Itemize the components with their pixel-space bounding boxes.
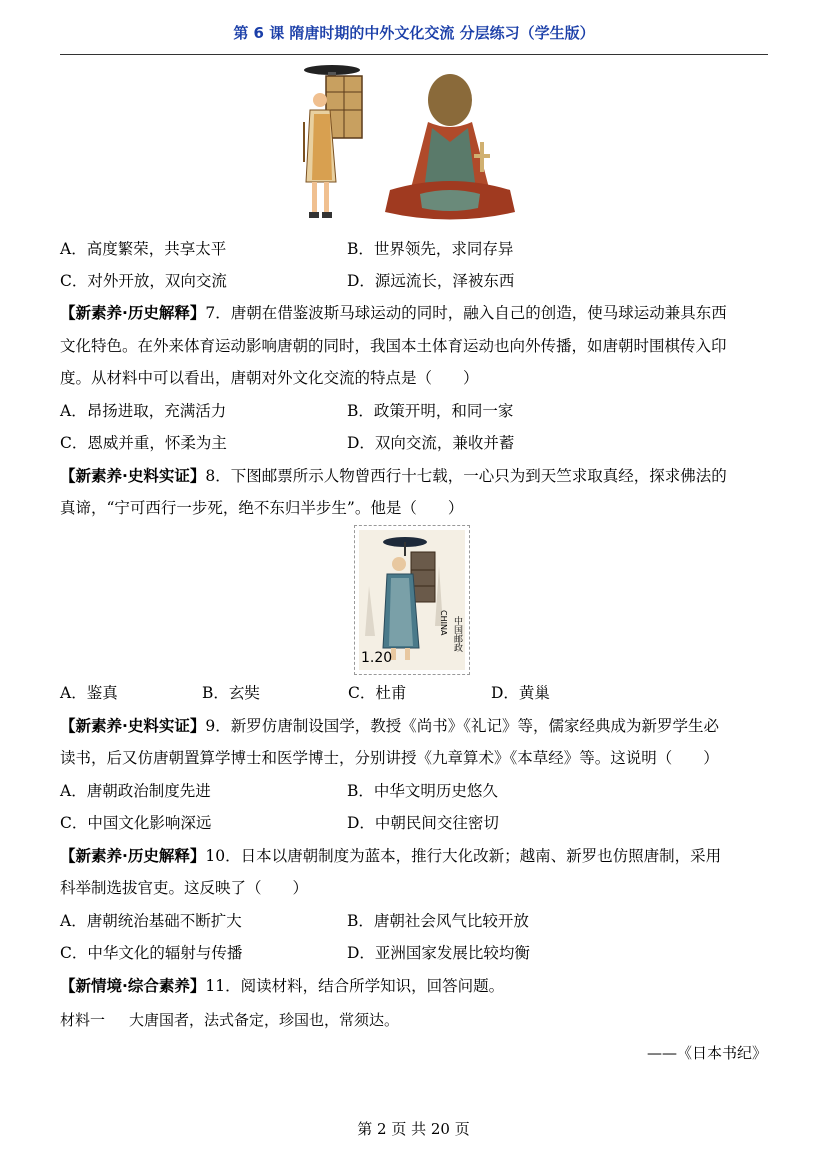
q6-option-b: B．世界领先，求同存异: [347, 240, 514, 258]
q11-stem-line1: [60, 976, 504, 996]
q9-text1: 9．新罗仿唐制设国学，教授《尚书》《礼记》等，儒家经典成为新罗学生必: [205, 717, 720, 735]
q8-option-d: D．黄巢: [491, 684, 550, 702]
monk-illustration: [300, 62, 530, 228]
q10-tag: 【新素养·历史解释】: [60, 847, 206, 865]
q8-option-c: C．杜甫: [348, 684, 407, 702]
q7-stem-line3: 度。从材料中可以看出，唐朝对外文化交流的特点是（ ）: [60, 369, 479, 387]
q7-option-d: D．双向交流，兼收并蓄: [347, 434, 515, 452]
q10-option-b: B．唐朝社会风气比较开放: [347, 912, 529, 930]
q11-text1: 11．阅读材料，结合所学知识，回答问题。: [205, 977, 505, 995]
q8-stem-line2: 真谛，“宁可西行一步死，绝不东归半步生”。他是（ ）: [60, 499, 464, 517]
stamp-china: CHINA: [439, 610, 448, 636]
stamp-country: 中国邮政: [452, 616, 462, 652]
page-footer: 第 2 页 共 20 页: [357, 1120, 470, 1138]
q6-option-d: D．源远流长，泽被东西: [347, 272, 515, 290]
q10-option-c: C．中华文化的辐射与传播: [60, 944, 243, 962]
xuanzang-stamp: [354, 525, 470, 675]
q7-option-b: B．政策开明，和同一家: [347, 402, 514, 420]
q10-option-d: D．亚洲国家发展比较均衡: [347, 944, 530, 962]
material-label: 材料一: [60, 1011, 106, 1029]
q7-option-a: A．昂扬进取，充满活力: [60, 402, 227, 420]
page-header: 第 6 课 隋唐时期的中外文化交流 分层练习（学生版）: [233, 24, 595, 42]
q8-tag: 【新素养·史料实证】: [60, 467, 206, 485]
q7-stem-line1: [60, 303, 727, 323]
q7-tag: 【新素养·历史解释】: [60, 304, 206, 322]
traveling-monk-figure: [304, 65, 362, 218]
q9-stem-line2: 读书，后又仿唐朝置算学博士和医学博士，分别讲授《九章算术》《本草经》等。这说明（ ）: [60, 749, 719, 767]
q8-option-b: B．玄奘: [202, 684, 260, 702]
q10-option-a: A．唐朝统治基础不断扩大: [60, 912, 242, 930]
material-source: ——《日本书纪》: [646, 1044, 767, 1062]
q8-stem-line1: [60, 466, 727, 486]
q9-tag: 【新素养·史料实证】: [60, 717, 206, 735]
q10-stem-line1: [60, 846, 721, 866]
q11-material-one: [60, 1010, 399, 1030]
q8-text1: 8．下图邮票所示人物曾西行十七载，一心只为到天竺求取真经，探求佛法的: [205, 467, 727, 485]
header-rule: [60, 54, 768, 55]
q9-option-a: A．唐朝政治制度先进: [60, 782, 211, 800]
q6-option-c: C．对外开放，双向交流: [60, 272, 227, 290]
q9-stem-line1: [60, 716, 719, 736]
stamp-value: 1.20: [361, 650, 393, 666]
q8-option-a: A．鉴真: [60, 684, 118, 702]
q11-tag: 【新情境·综合素养】: [60, 977, 206, 995]
q9-option-c: C．中国文化影响深远: [60, 814, 212, 832]
q6-option-a: A．高度繁荣，共享太平: [60, 240, 227, 258]
q7-stem-line2: 文化特色。在外来体育运动影响唐朝的同时，我国本土体育运动也向外传播，如唐朝时围棋传入印: [60, 337, 727, 355]
q9-option-b: B．中华文明历史悠久: [347, 782, 498, 800]
q7-option-c: C．恩威并重，怀柔为主: [60, 434, 227, 452]
q10-text1: 10．日本以唐朝制度为蓝本，推行大化改新；越南、新罗也仿照唐制，采用: [205, 847, 722, 865]
seated-monk-statue: [385, 74, 515, 220]
q9-option-d: D．中朝民间交往密切: [347, 814, 499, 832]
q7-text1: 7．唐朝在借鉴波斯马球运动的同时，融入自己的创造，使马球运动兼具东西: [205, 304, 727, 322]
material-text: 大唐国者，法式备定，珍国也，常须达。: [129, 1011, 400, 1029]
q10-stem-line2: 科举制选拔官吏。这反映了（ ）: [60, 879, 309, 897]
